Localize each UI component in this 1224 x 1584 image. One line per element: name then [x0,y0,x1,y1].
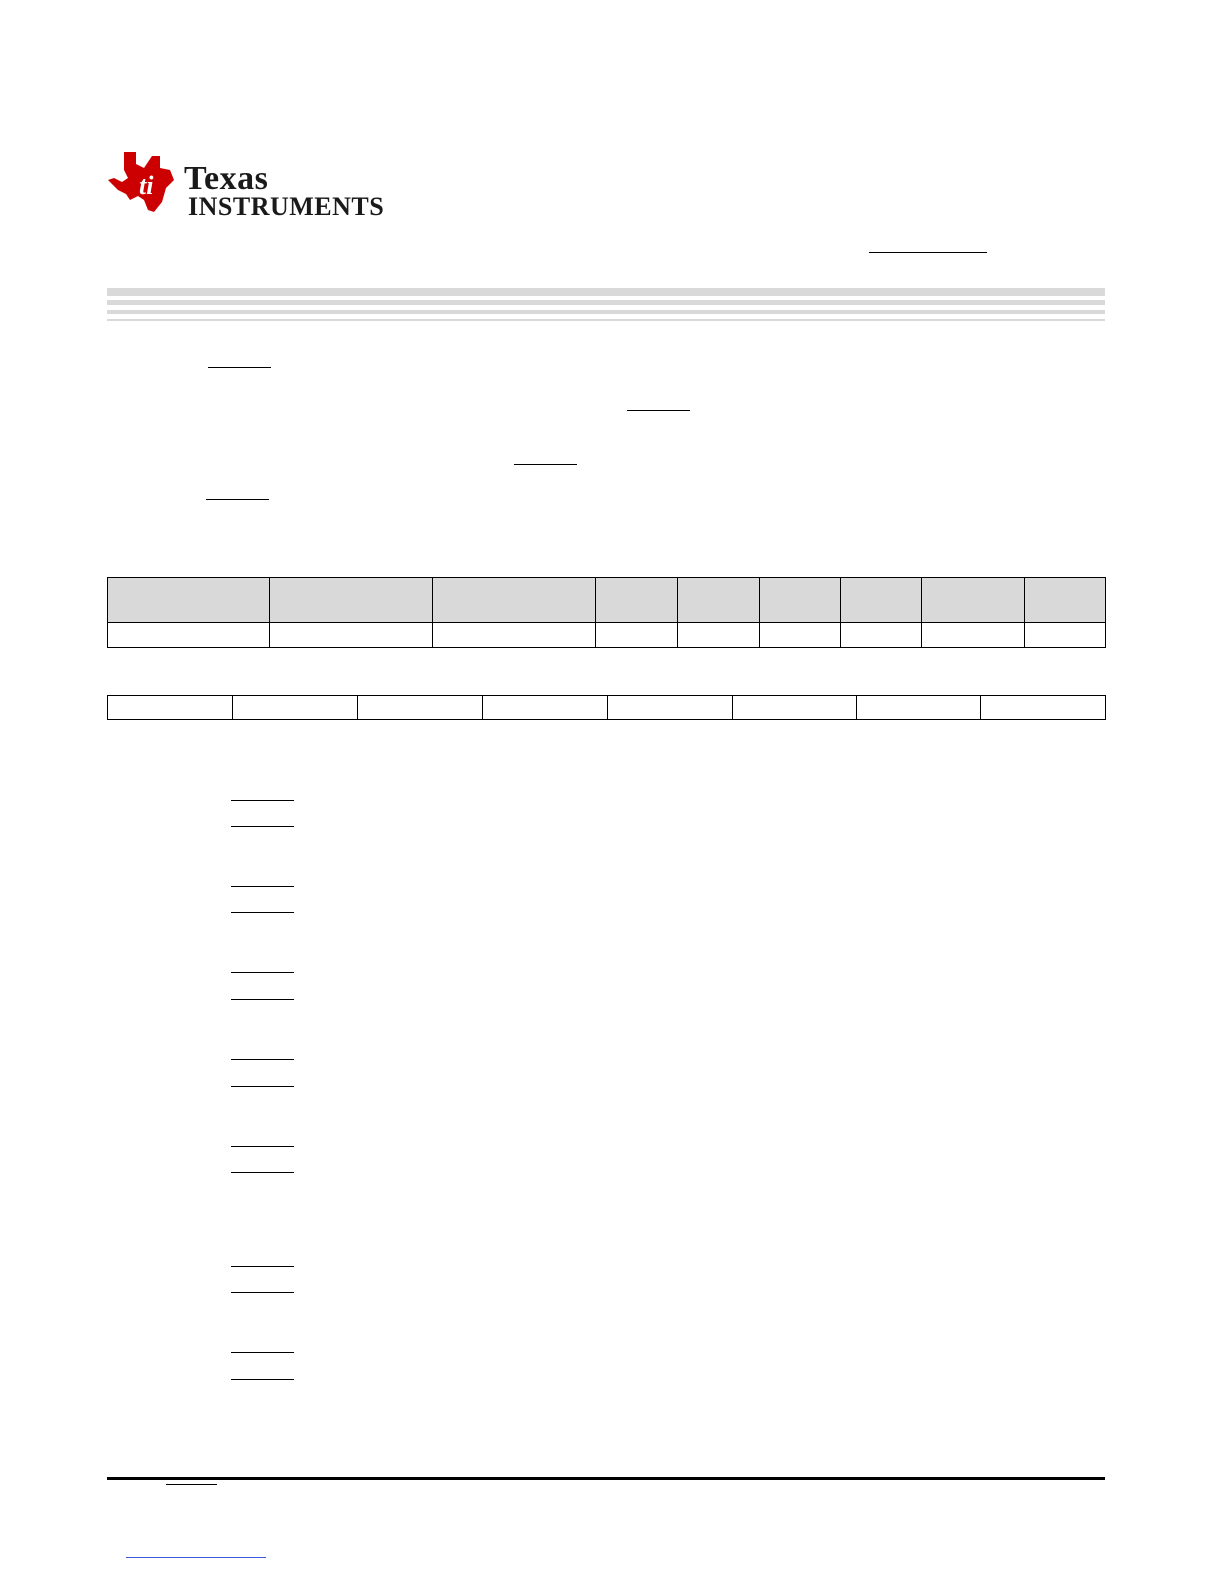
table-cell [1025,623,1106,648]
list-underline [231,1172,294,1173]
list-underline [231,826,294,827]
list-underline [231,1352,294,1353]
list-underline [231,1059,294,1060]
list-underline [231,1086,294,1087]
table-cell [922,623,1025,648]
company-logo [108,150,418,230]
table-header-row [108,578,1106,623]
table-cell [270,623,433,648]
header-stripe [107,300,1105,305]
footer-underline [166,1484,217,1485]
list-underline [231,1292,294,1293]
intro-underline [208,367,271,368]
list-underline [231,1266,294,1267]
table-cell [981,696,1106,720]
brand-name-line2: INSTRUMENTS [188,192,385,221]
table-cell [108,696,233,720]
header-cell [270,578,433,623]
intro-underline [514,464,577,465]
header-cell [433,578,596,623]
ti-texas-logo-icon [108,150,178,220]
table-cell [841,623,922,648]
table-cell [678,623,760,648]
header-cell [678,578,760,623]
header-stripe [107,319,1105,321]
table-cell [233,696,358,720]
intro-underline [206,499,269,500]
header-underline [869,252,987,253]
header-stripe [107,310,1105,314]
table-cell [760,623,841,648]
intro-underline [627,410,690,411]
svg-text:ti: ti [139,171,154,200]
header-cell [596,578,678,623]
header-stripe [107,288,1105,296]
table-cell [108,623,270,648]
table-1 [107,577,1106,648]
table-cell [596,623,678,648]
table-cell [608,696,733,720]
table-cell [857,696,981,720]
table-2 [107,695,1106,720]
header-cell [922,578,1025,623]
list-underline [231,886,294,887]
header-cell [841,578,922,623]
list-underline [231,1146,294,1147]
header-cell [760,578,841,623]
list-underline [231,1379,294,1380]
list-underline [231,800,294,801]
table-row [108,623,1106,648]
list-underline [231,999,294,1000]
header-cell [1025,578,1106,623]
table-cell [733,696,857,720]
brand-name-line1: Texas [184,160,269,197]
table-cell [483,696,608,720]
table-row [108,696,1106,720]
footer-rule [107,1477,1105,1480]
table-cell [433,623,596,648]
list-underline [231,972,294,973]
list-underline [231,912,294,913]
header-cell [108,578,270,623]
table-cell [358,696,483,720]
footer-link-underline[interactable] [126,1557,266,1558]
